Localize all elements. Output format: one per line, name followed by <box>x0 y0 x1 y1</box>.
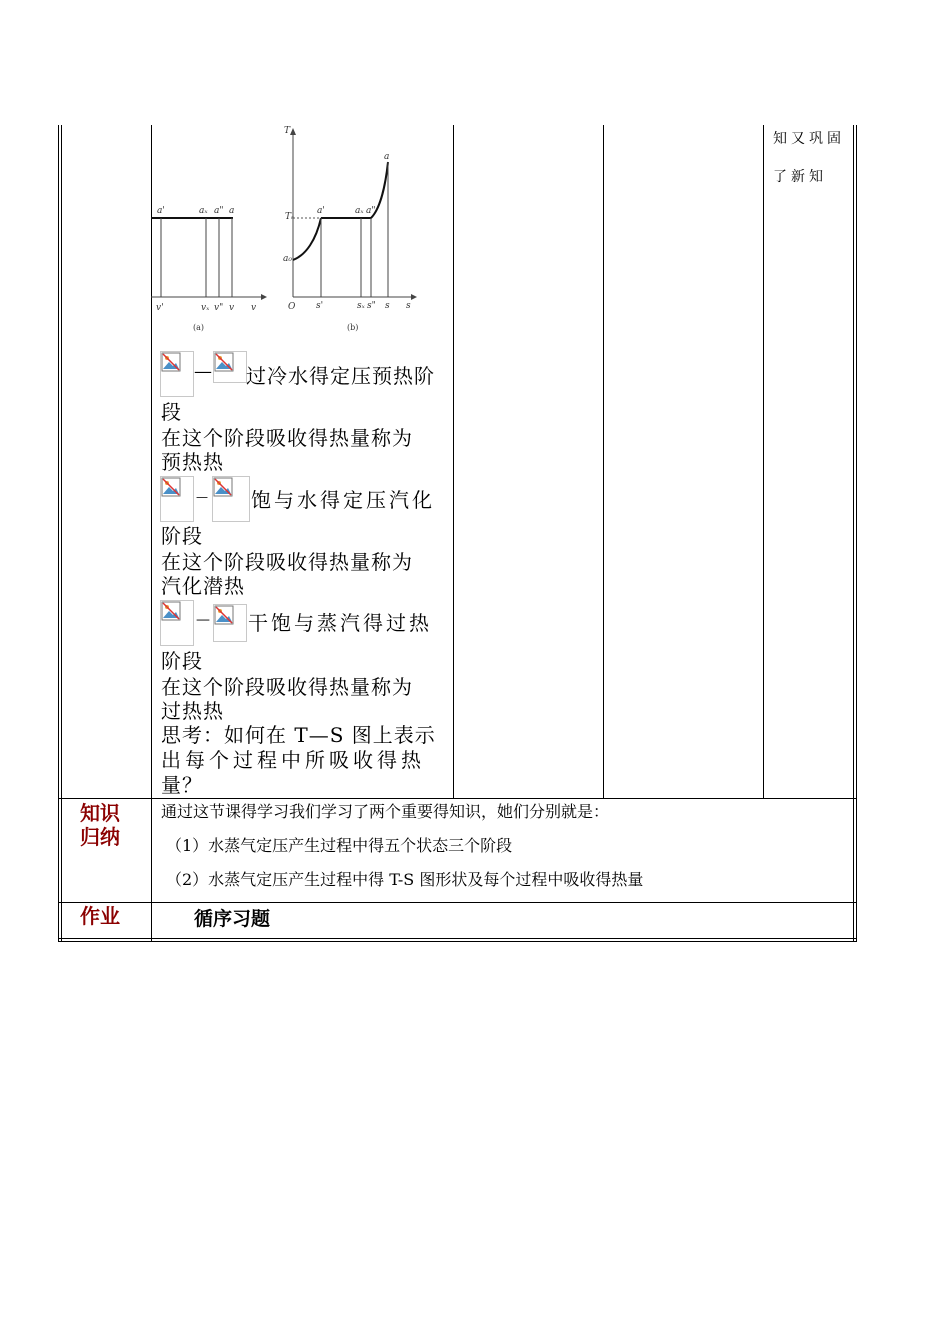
broken-image-icon <box>160 600 194 646</box>
table-border-left-outer <box>58 125 59 942</box>
stage-1-desc-1: 在这个阶段吸收得热量称为 <box>161 426 413 450</box>
b-caption: (b) <box>347 323 359 332</box>
stage-3-title-cont: 阶段 <box>161 649 203 673</box>
a-tick-3: v" <box>214 303 224 313</box>
b-tick-3: s" <box>367 301 376 311</box>
b-a0-label: a₀ <box>283 254 292 264</box>
think-line-3: 量？ <box>161 773 203 797</box>
a-label-2: aₓ <box>199 206 208 216</box>
table-border-bottom-inner <box>58 938 857 939</box>
table-border-right-outer <box>856 125 857 942</box>
stage-1-desc-2: 预热热 <box>161 450 224 474</box>
think-line-1: 思考：如何在 T—S 图上表示 <box>161 723 436 747</box>
stage-1-dash: — <box>194 361 212 382</box>
stage-3-desc-1: 在这个阶段吸收得热量称为 <box>161 675 413 699</box>
table-border-bottom-outer <box>58 941 857 942</box>
col-divider-4 <box>763 125 764 798</box>
broken-image-icon <box>160 476 194 522</box>
stage-3-dash: — <box>196 612 210 628</box>
stage-2-dash: — <box>196 490 208 504</box>
a-label-1: a' <box>157 206 165 216</box>
stage-3-desc-2: 过热热 <box>161 699 224 723</box>
phase-diagram-figure <box>151 125 417 340</box>
b-tick-2: sₓ <box>357 301 365 311</box>
diagram-b <box>283 126 417 332</box>
a-label-3: a" <box>214 206 224 216</box>
a-tick-1: v' <box>156 303 164 313</box>
stage-2-title-cont: 阶段 <box>161 524 203 548</box>
broken-image-icon <box>213 351 247 383</box>
homework-content: 循序习题 <box>194 908 271 930</box>
row-divider-summary <box>58 798 857 799</box>
stage-2-desc-1: 在这个阶段吸收得热量称为 <box>161 550 413 574</box>
b-tick-4: s <box>385 301 390 311</box>
b-y-axis-label: T <box>284 126 291 136</box>
col-divider-2 <box>453 125 454 798</box>
summary-item-1: （1）水蒸气定压产生过程中得五个状态三个阶段 <box>166 836 513 855</box>
stage-2-title: 饱与水得定压汽化 <box>251 488 435 512</box>
a-label-4: a <box>229 206 235 216</box>
side-note-line-2: 了新知 <box>773 169 827 185</box>
b-ts-label: Tₛ <box>285 212 295 222</box>
think-line-2: 出每个过程中所吸收得热 <box>161 748 425 772</box>
summary-intro: 通过这节课得学习我们学习了两个重要得知识，她们分别就是： <box>161 802 610 821</box>
b-label-1: a' <box>317 206 325 216</box>
stage-1-title: 过冷水得定压预热阶 <box>246 364 435 388</box>
b-label-3: a" <box>366 206 376 216</box>
stage-1-title-cont: 段 <box>161 400 182 424</box>
b-tick-5: s <box>406 301 411 311</box>
a-tick-5: v <box>251 303 257 313</box>
broken-image-icon <box>212 476 250 522</box>
row-divider-homework <box>58 902 857 903</box>
a-caption: (a) <box>193 323 205 332</box>
table-border-right-inner <box>853 125 854 942</box>
table-border-left-inner <box>61 125 62 942</box>
a-tick-2: vₓ <box>201 303 210 313</box>
summary-label-line-1: 知识 <box>80 801 120 825</box>
broken-image-icon <box>160 351 194 397</box>
broken-image-icon <box>213 604 247 642</box>
a-tick-4: v <box>229 303 235 313</box>
diagram-a <box>151 206 267 332</box>
homework-label: 作业 <box>80 904 120 928</box>
col-divider-3 <box>603 125 604 798</box>
side-note-line-1: 知又巩固 <box>773 131 845 147</box>
b-tick-1: s' <box>316 301 324 311</box>
summary-item-2: （2）水蒸气定压产生过程中得 T-S 图形状及每个过程中吸收得热量 <box>166 870 644 889</box>
summary-label-line-2: 归纳 <box>80 825 120 849</box>
stage-2-desc-2: 汽化潜热 <box>161 574 245 598</box>
b-label-2: aₓ <box>355 206 364 216</box>
b-label-4: a <box>384 152 390 162</box>
stage-3-title: 干饱与蒸汽得过热 <box>248 611 432 635</box>
b-origin-label: O <box>288 302 296 312</box>
